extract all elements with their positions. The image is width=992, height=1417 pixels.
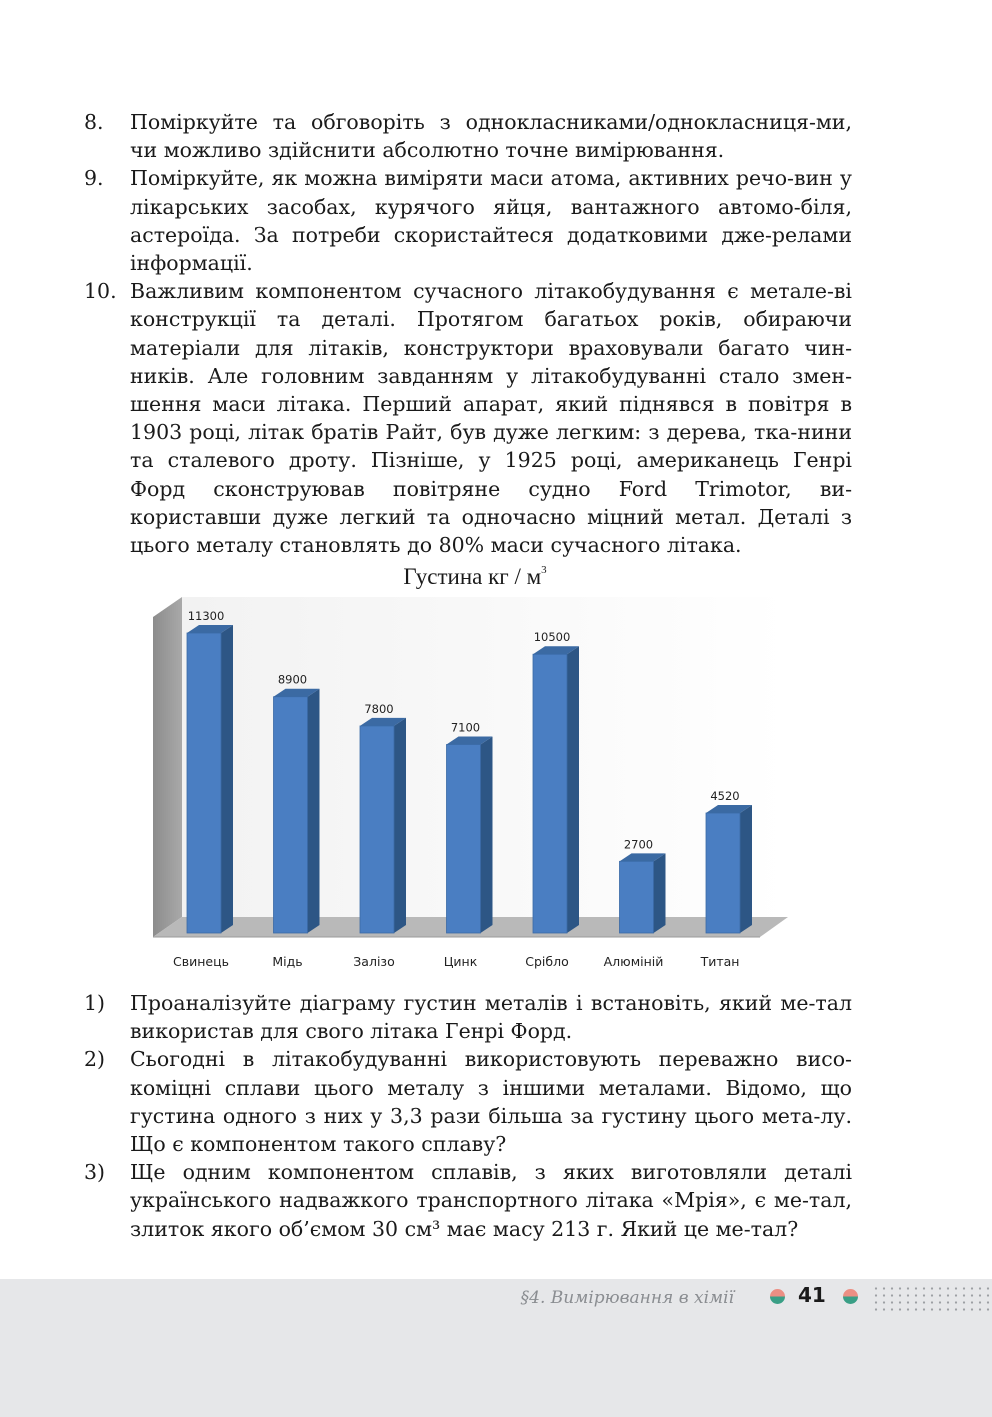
question-number: 3) xyxy=(84,1160,106,1185)
task-text: Важливим компонентом сучасного літакобудування є метале-ві конструкції та деталі. Протягом багатьох років, обираючи матеріали для літаків, конструктори враховували багато чин-ників. Але головним завданням у літакобудуванні стало змен-шення маси літака. Перший апарат, який піднявся в повітря в 1903 році, літак братів Райт, був дуже легким: з дерева, тка-нини та сталевого дроту. Пізніше, у 1925 році, американець Генрі Форд сконструював повітряне судно Ford Trimotor, ви-користавши дуже легкий та одночасно міцний метал. Деталі з цього металу становлять до 80% маси сучасного літака. xyxy=(130,279,852,558)
category-label: Алюміній xyxy=(603,954,664,969)
bar-side xyxy=(567,646,579,933)
data-label: 7800 xyxy=(364,701,394,716)
bar-side xyxy=(481,737,493,933)
task-10 xyxy=(84,277,852,559)
dot-pattern-decoration xyxy=(872,1285,992,1313)
density-bar-chart xyxy=(150,595,800,975)
category-label: Цинк xyxy=(443,954,478,969)
chart-title xyxy=(150,564,800,590)
bar xyxy=(620,861,654,933)
data-label: 11300 xyxy=(187,609,225,623)
data-label: 7100 xyxy=(450,720,481,735)
task-list xyxy=(84,108,852,559)
task-text: Поміркуйте та обговоріть з однокласниками/однокласниця-ми, чи можливо здійснити абсолютно точне вимірювання. xyxy=(130,110,852,163)
section-title: §4. Вимірювання в хімії xyxy=(520,1288,734,1308)
question-list xyxy=(84,989,852,1243)
chart-side-wall xyxy=(153,597,182,937)
task-9 xyxy=(84,164,852,277)
task-number: 10. xyxy=(84,279,117,304)
bar-side xyxy=(740,805,752,933)
question-number: 1) xyxy=(84,991,106,1015)
category-label: Титан xyxy=(700,954,740,969)
chart-title-superscript: 3 xyxy=(541,564,547,576)
bar-side xyxy=(308,689,320,933)
question-2 xyxy=(84,1045,852,1158)
page-number: 41 xyxy=(798,1283,826,1307)
task-8 xyxy=(84,108,852,164)
category-label: Залізо xyxy=(353,954,395,969)
category-label: Мідь xyxy=(272,954,303,969)
data-label: 8900 xyxy=(277,672,308,687)
bar xyxy=(274,697,308,933)
bar xyxy=(360,726,394,933)
bar xyxy=(706,813,740,933)
data-label: 2700 xyxy=(623,837,654,852)
category-label: Срібло xyxy=(525,954,569,969)
bar xyxy=(447,745,481,933)
bar xyxy=(533,654,567,933)
task-number: 9. xyxy=(84,166,104,191)
task-text: Поміркуйте, як можна виміряти маси атома, активних речо-вин у лікарських засобах, курячого яйця, вантажного автомо-біля, астероїда. За потреби скористайтеся додатковими дже-релами інформації. xyxy=(130,166,852,276)
bar xyxy=(187,633,221,933)
question-text: Ще одним компонентом сплавів, з яких виготовляли деталі українського надважкого транспортного літака «Мрія», є ме-тал, злиток якого об’ємом 30 см³ має масу 213 г. Який це ме-тал? xyxy=(130,1160,852,1241)
chart-title-text: Густина кг / м xyxy=(403,564,542,589)
question-number: 2) xyxy=(84,1047,106,1072)
task-number: 8. xyxy=(84,110,104,134)
bar-side xyxy=(394,718,406,933)
question-3 xyxy=(84,1158,852,1243)
category-label: Свинець xyxy=(173,954,229,969)
question-1 xyxy=(84,989,852,1045)
bar-side xyxy=(221,625,233,933)
page-footer xyxy=(0,1279,992,1417)
question-text: Проаналізуйте діаграму густин металів і встановіть, який ме-тал використав для свого літака Генрі Форд. xyxy=(130,991,852,1044)
bar-side xyxy=(654,853,666,933)
question-text: Сьогодні в літакобудуванні використовують переважно висо-коміцні сплави цього металу з іншими металами. Відомо, що густина одного з них у 3,3 рази більша за густину цього мета-лу. Що є компонентом такого сплаву? xyxy=(130,1047,852,1157)
dot-icon xyxy=(770,1289,785,1304)
dot-icon xyxy=(843,1289,858,1304)
data-label: 10500 xyxy=(533,630,571,645)
data-label: 4520 xyxy=(710,789,740,803)
